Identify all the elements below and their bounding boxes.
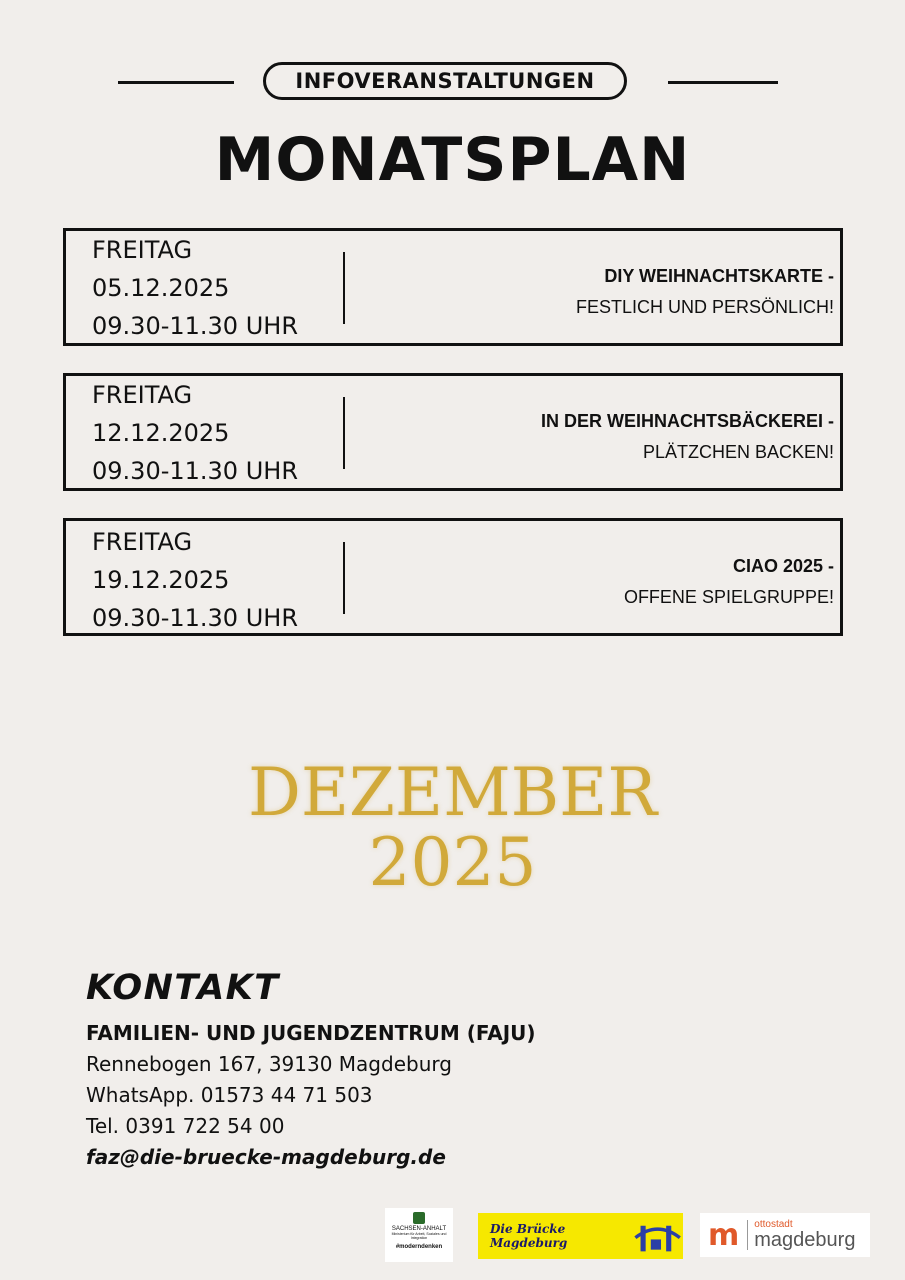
event-description [624, 551, 834, 613]
logo-bruecke-text: Die Brücke Magdeburg [490, 1222, 568, 1250]
contact-block [86, 968, 536, 1173]
logo-magdeburg-big: magdeburg [754, 1229, 856, 1251]
contact-org: FAMILIEN- UND JUGENDZENTRUM (FAJU) [86, 1021, 536, 1045]
logo-magdeburg-text [754, 1220, 855, 1250]
contact-whatsapp: WhatsApp. 01573 44 71 503 [86, 1083, 373, 1107]
event-date: 05.12.2025 [92, 274, 230, 302]
event-date: 12.12.2025 [92, 419, 230, 447]
contact-heading: KONTAKT [86, 968, 280, 1008]
event-subtitle: OFFENE SPIELGRUPPE! [623, 587, 834, 607]
logo-divider [747, 1220, 748, 1250]
page-title: MONATSPLAN [214, 125, 691, 195]
event-title: IN DER WEIHNACHTSBÄCKEREI - [540, 411, 834, 431]
contact-phone: Tel. 0391 722 54 00 [86, 1114, 285, 1138]
event-subtitle: PLÄTZCHEN BACKEN! [642, 442, 834, 462]
event-divider [343, 542, 345, 614]
event-card [63, 373, 843, 491]
header-badge: INFOVERANSTALTUNGEN [263, 62, 627, 100]
magdeburg-logo [700, 1213, 870, 1257]
month-year: 2025 [368, 824, 537, 901]
logo-sa-tag: #moderndenken [395, 1244, 443, 1250]
header-rule-left [118, 81, 234, 84]
event-time: 09.30-11.30 UHR [92, 604, 298, 632]
event-subtitle: FESTLICH UND PERSÖNLICH! [575, 297, 834, 317]
event-when [92, 231, 298, 345]
event-when [92, 376, 298, 490]
event-title: CIAO 2025 - [732, 556, 834, 576]
event-day: FREITAG [92, 528, 193, 556]
event-divider [343, 397, 345, 469]
bridge-icon [632, 1216, 683, 1256]
event-date: 19.12.2025 [92, 566, 230, 594]
logo-sa-sub: Ministerium für Arbeit, Soziales und Integration [391, 1232, 447, 1240]
event-day: FREITAG [92, 381, 193, 409]
event-title: DIY WEIHNACHTSKARTE - [604, 266, 834, 286]
logo-magdeburg-small: ottostadt [754, 1219, 793, 1230]
contact-email[interactable]: faz@die-bruecke-magdeburg.de [86, 1145, 446, 1169]
month-name: DEZEMBER [247, 754, 658, 831]
event-when [92, 523, 298, 637]
event-card [63, 228, 843, 346]
event-description [576, 261, 834, 323]
month-banner [0, 754, 905, 901]
contact-address: Rennebogen 167, 39130 Magdeburg [86, 1052, 452, 1076]
crest-icon [413, 1212, 425, 1224]
event-divider [343, 252, 345, 324]
header-rule-right [668, 81, 778, 84]
event-day: FREITAG [92, 236, 193, 264]
event-card [63, 518, 843, 636]
sachsen-anhalt-logo [385, 1208, 453, 1262]
logo-sa-top: SACHSEN-ANHALT [391, 1226, 447, 1232]
bruecke-logo [478, 1213, 683, 1259]
event-time: 09.30-11.30 UHR [92, 312, 298, 340]
event-time: 09.30-11.30 UHR [92, 457, 298, 485]
magdeburg-mark-icon: m [708, 1217, 740, 1253]
event-description [541, 406, 834, 468]
